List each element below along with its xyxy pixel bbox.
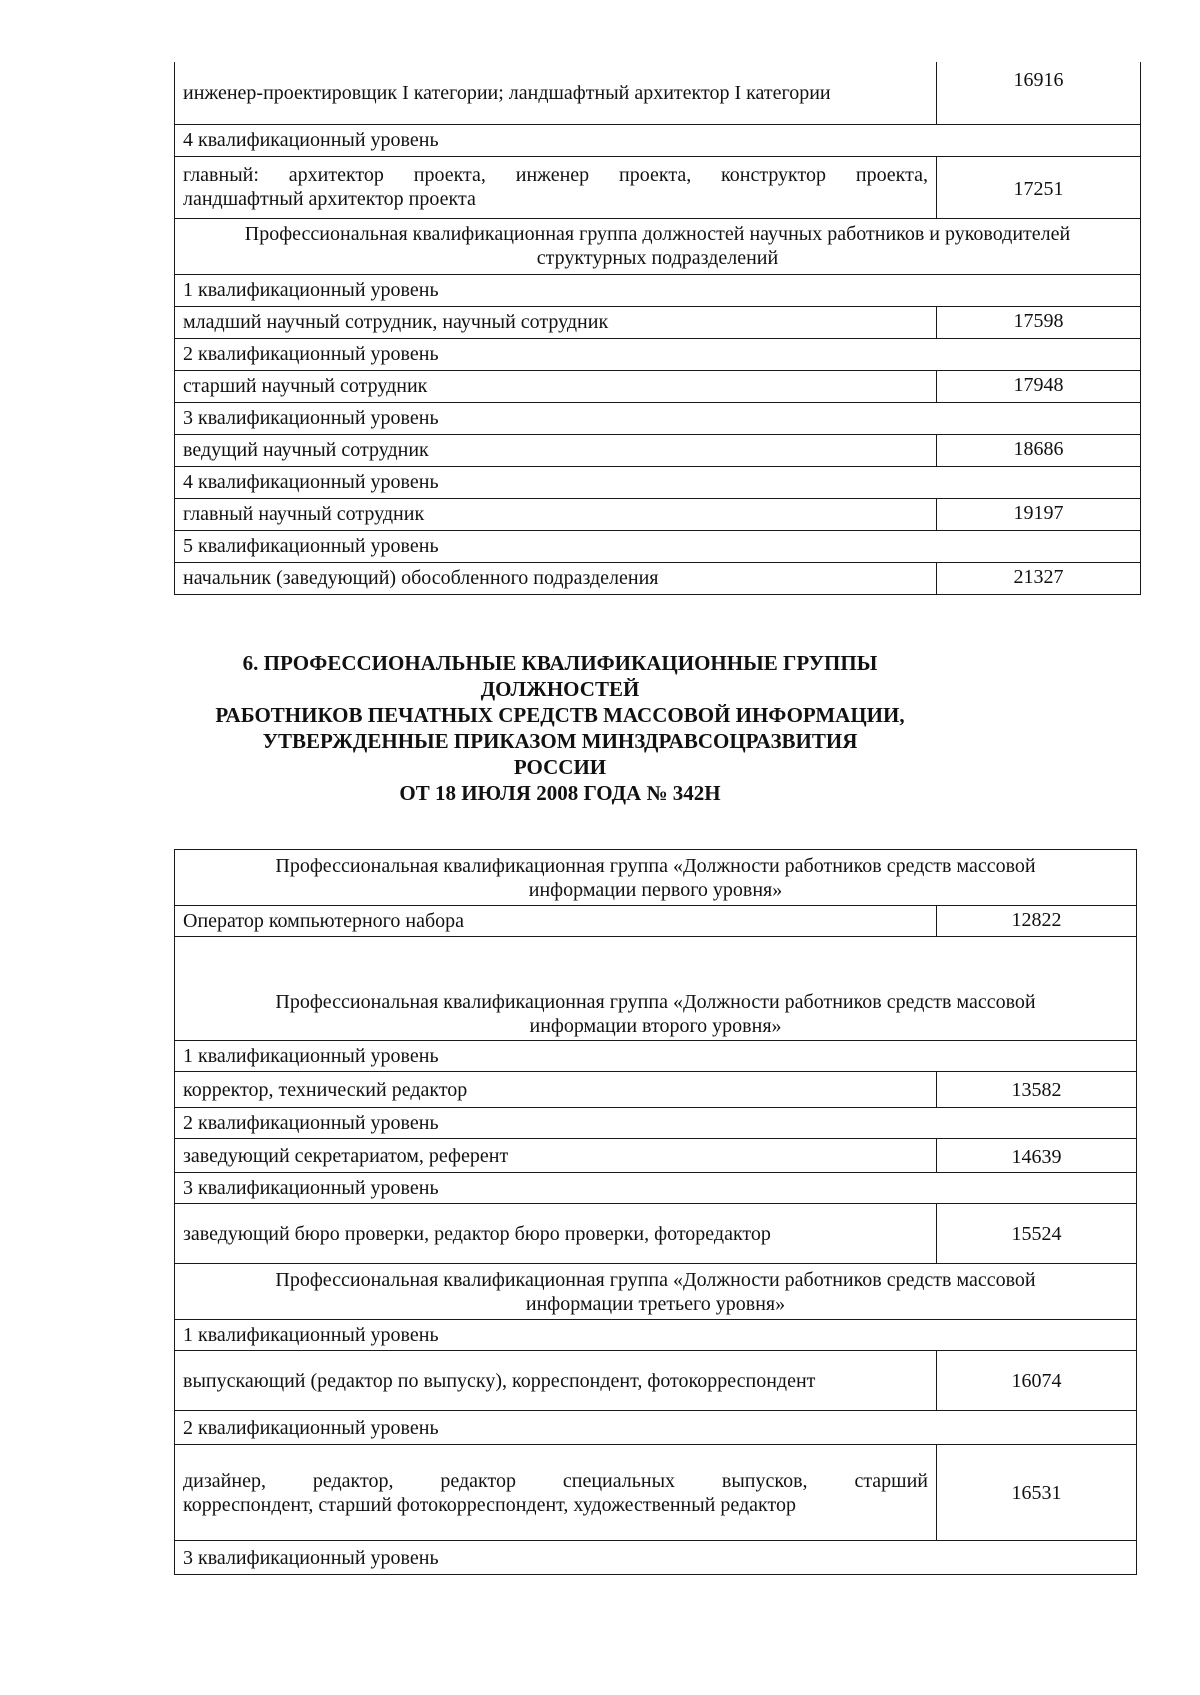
position-cell: начальник (заведующий) обособленного подразделения	[175, 562, 937, 594]
position-line: ландшафтный архитектор проекта	[183, 188, 476, 210]
qualification-level-cell: 2 квалификационный уровень	[175, 1108, 1137, 1139]
table-row	[175, 156, 1141, 218]
position-cell	[175, 1445, 937, 1541]
qualification-level-cell: 2 квалификационный уровень	[175, 338, 1141, 370]
salary-cell: 17948	[937, 370, 1141, 402]
position-cell	[175, 156, 937, 218]
table-row	[175, 218, 1141, 274]
group-line: информации первого уровня»	[528, 878, 783, 901]
qualification-group-cell	[175, 218, 1141, 274]
position-cell: корректор, технический редактор	[175, 1072, 937, 1108]
position-cell: главный научный сотрудник	[175, 498, 937, 530]
salary-table-media	[174, 849, 1137, 1575]
table-row	[175, 1204, 1137, 1264]
table-row	[175, 498, 1141, 530]
group-line: структурных подразделений	[536, 247, 779, 269]
table-row	[175, 562, 1141, 594]
salary-cell: 16916	[937, 62, 1141, 124]
heading-line: ОТ 18 ИЮЛЯ 2008 ГОДА № 342Н	[399, 781, 721, 805]
table-row	[175, 274, 1141, 306]
position-cell: инженер-проектировщик I категории; ландшафтный архитектор I категории	[175, 62, 937, 124]
salary-cell: 16531	[937, 1445, 1137, 1541]
qualification-level-cell: 3 квалификационный уровень	[175, 1173, 1137, 1204]
salary-cell: 13582	[937, 1072, 1137, 1108]
table-row	[175, 370, 1141, 402]
position-cell: младший научный сотрудник, научный сотрудник	[175, 306, 937, 338]
heading-line: РАБОТНИКОВ ПЕЧАТНЫХ СРЕДСТВ МАССОВОЙ ИНФОРМАЦИИ,	[215, 703, 905, 727]
salary-cell: 15524	[937, 1204, 1137, 1264]
qualification-group-cell	[175, 937, 1137, 1041]
qualification-level-cell: 1 квалификационный уровень	[175, 274, 1141, 306]
table-row	[175, 124, 1141, 156]
table-row	[175, 1445, 1137, 1541]
position-line: корреспондент, старший фотокорреспондент, художественный редактор	[183, 1493, 796, 1516]
qualification-group-cell	[175, 850, 1137, 906]
position-cell: выпускающий (редактор по выпуску), корреспондент, фотокорреспондент	[175, 1351, 937, 1411]
qualification-level-cell: 3 квалификационный уровень	[175, 402, 1141, 434]
salary-cell: 17598	[937, 306, 1141, 338]
heading-line: 6. ПРОФЕССИОНАЛЬНЫЕ КВАЛИФИКАЦИОННЫЕ ГРУППЫ	[242, 651, 878, 675]
qualification-level-cell: 4 квалификационный уровень	[175, 124, 1141, 156]
table-row	[175, 906, 1137, 937]
position-cell: ведущий научный сотрудник	[175, 434, 937, 466]
table-row	[175, 1108, 1137, 1139]
table-row	[175, 1541, 1137, 1575]
table-row	[175, 306, 1141, 338]
salary-cell: 14639	[937, 1139, 1137, 1173]
table-row	[175, 402, 1141, 434]
heading-line: УТВЕРЖДЕННЫЕ ПРИКАЗОМ МИНЗДРАВСОЦРАЗВИТИЯ	[262, 729, 858, 753]
position-line: главный: архитектор проекта, инженер проекта, конструктор проекта,	[183, 164, 928, 186]
qualification-level-cell: 3 квалификационный уровень	[175, 1541, 1137, 1575]
table-row	[175, 1173, 1137, 1204]
table-row	[175, 1072, 1137, 1108]
heading-line: ДОЛЖНОСТЕЙ	[480, 677, 640, 701]
group-line: Профессиональная квалификационная группа должностей научных работников и руководителей	[244, 223, 1071, 245]
salary-table-top	[174, 62, 1141, 595]
salary-cell: 12822	[937, 906, 1137, 937]
group-line: Профессиональная квалификационная группа «Должности работников средств массовой	[275, 1268, 1036, 1291]
table-row	[175, 937, 1137, 1041]
salary-cell: 16074	[937, 1351, 1137, 1411]
qualification-level-cell: 1 квалификационный уровень	[175, 1041, 1137, 1072]
salary-cell: 19197	[937, 498, 1141, 530]
salary-cell: 21327	[937, 562, 1141, 594]
position-cell: Оператор компьютерного набора	[175, 906, 937, 937]
heading-line: РОССИИ	[513, 755, 607, 779]
table-row	[175, 1264, 1137, 1320]
qualification-group-cell	[175, 1264, 1137, 1320]
table-row	[175, 1411, 1137, 1445]
table-row	[175, 850, 1137, 906]
section-heading	[140, 650, 980, 806]
table-row	[175, 1139, 1137, 1173]
group-line: информации третьего уровня»	[525, 1292, 786, 1315]
group-line: Профессиональная квалификационная группа «Должности работников средств массовой	[275, 854, 1036, 877]
table-row	[175, 1351, 1137, 1411]
position-cell: заведующий секретариатом, референт	[175, 1139, 937, 1173]
qualification-level-cell: 2 квалификационный уровень	[175, 1411, 1137, 1445]
salary-cell: 17251	[937, 156, 1141, 218]
position-line: дизайнер, редактор, редактор специальных выпусков, старший	[183, 1469, 928, 1492]
position-cell: старший научный сотрудник	[175, 370, 937, 402]
table-row	[175, 1041, 1137, 1072]
table-row	[175, 434, 1141, 466]
qualification-level-cell: 1 квалификационный уровень	[175, 1320, 1137, 1351]
table-row	[175, 1320, 1137, 1351]
table-row	[175, 530, 1141, 562]
table-row	[175, 62, 1141, 124]
position-cell: заведующий бюро проверки, редактор бюро проверки, фоторедактор	[175, 1204, 937, 1264]
salary-cell: 18686	[937, 434, 1141, 466]
qualification-level-cell: 4 квалификационный уровень	[175, 466, 1141, 498]
group-line: информации второго уровня»	[529, 1015, 782, 1037]
table-row	[175, 338, 1141, 370]
group-line: Профессиональная квалификационная группа «Должности работников средств массовой	[275, 991, 1036, 1013]
qualification-level-cell: 5 квалификационный уровень	[175, 530, 1141, 562]
table-row	[175, 466, 1141, 498]
